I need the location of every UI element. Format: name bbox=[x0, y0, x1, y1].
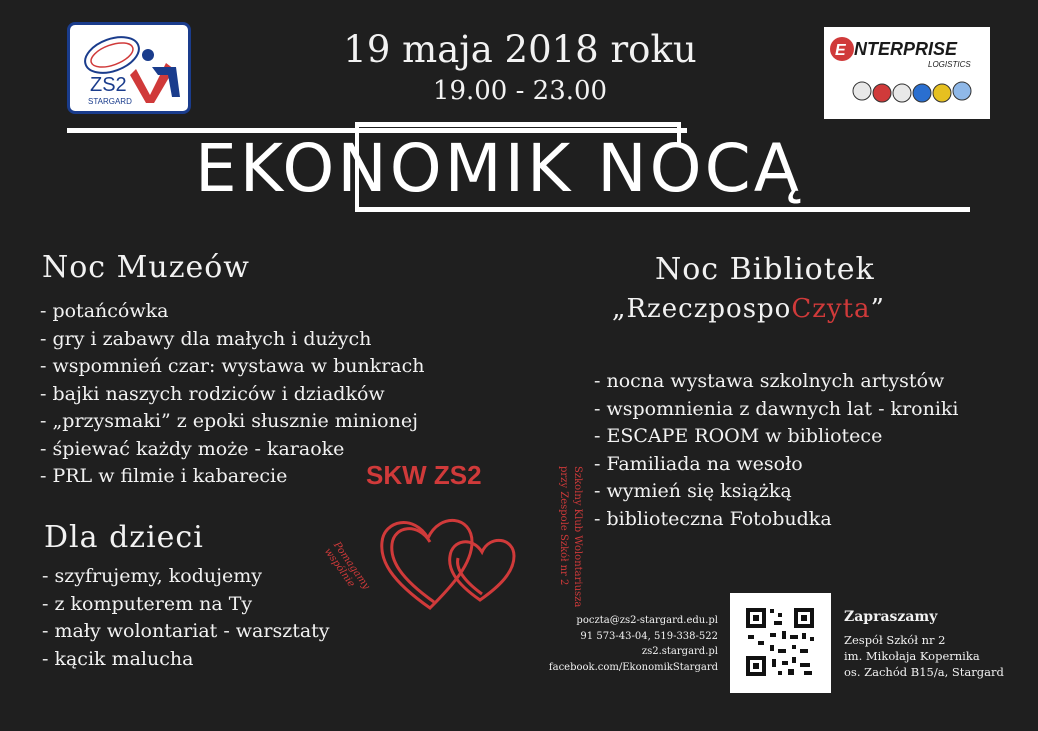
list-item: - Familiada na wesoło bbox=[594, 452, 803, 475]
zs2-logo-graphic bbox=[70, 25, 188, 111]
subheading-highlight: Czyta bbox=[791, 294, 871, 324]
list-item: - wspomnienia z dawnych lat - kroniki bbox=[594, 397, 959, 420]
noc-bibliotek-list bbox=[594, 368, 959, 533]
svg-text:E: E bbox=[835, 42, 846, 59]
qr-code[interactable] bbox=[730, 593, 831, 693]
invite-line2: im. Mikołaja Kopernika bbox=[844, 649, 980, 663]
list-item: - potańcówka bbox=[40, 300, 169, 322]
skw-side-text bbox=[556, 466, 584, 616]
noc-bibliotek-heading: Noc Bibliotek bbox=[655, 252, 875, 287]
contact-facebook[interactable]: facebook.com/EkonomikStargard bbox=[548, 661, 718, 673]
svg-text:ZS2: ZS2 bbox=[90, 74, 127, 96]
contact-web[interactable]: zs2.stargard.pl bbox=[641, 646, 718, 657]
qr-code-graphic bbox=[730, 593, 831, 693]
list-item: - śpiewać każdy może - karaoke bbox=[40, 437, 345, 460]
contact-phone: 91 573-43-04, 519-338-522 bbox=[580, 630, 718, 642]
skw-title: SKW ZS2 bbox=[366, 460, 482, 490]
skw-side-line2: przy Zespole Szkół nr 2 bbox=[558, 466, 569, 586]
svg-text:STARGARD: STARGARD bbox=[88, 97, 132, 106]
svg-text:LOGISTICS: LOGISTICS bbox=[928, 60, 971, 69]
enterprise-logo-graphic bbox=[824, 27, 990, 119]
subheading-part1: „Rzeczpospo bbox=[612, 294, 792, 324]
dla-dzieci-heading: Dla dzieci bbox=[44, 520, 204, 555]
subheading-part3: ” bbox=[870, 294, 885, 324]
list-item: - kącik malucha bbox=[42, 647, 194, 670]
zs2-logo bbox=[67, 22, 191, 114]
contact-email[interactable]: poczta@zs2-stargard.edu.pl bbox=[576, 615, 718, 626]
noc-muzeow-heading: Noc Muzeów bbox=[42, 250, 250, 285]
enterprise-logo bbox=[824, 27, 990, 119]
dla-dzieci-list bbox=[42, 563, 330, 673]
invite-heading: Zapraszamy bbox=[844, 609, 938, 625]
list-item: - nocna wystawa szkolnych artystów bbox=[594, 370, 945, 392]
list-item: - „przysmaki” z epoki słusznie minionej bbox=[40, 410, 418, 432]
list-item: - szyfrujemy, kodujemy bbox=[42, 565, 262, 587]
invite-line3: os. Zachód B15/a, Stargard bbox=[844, 665, 1004, 679]
title-frame-top-right bbox=[355, 122, 680, 127]
event-date: 19 maja 2018 roku bbox=[343, 28, 697, 71]
event-time: 19.00 - 23.00 bbox=[432, 76, 608, 106]
list-item: - wspomnień czar: wystawa w bunkrach bbox=[40, 355, 425, 377]
list-item: - wymień się książką bbox=[594, 480, 792, 502]
list-item: - z komputerem na Ty bbox=[42, 592, 253, 615]
list-item: - mały wolontariat - warsztaty bbox=[42, 620, 330, 642]
title-frame-bottom bbox=[355, 207, 970, 212]
list-item: - ESCAPE ROOM w bibliotece bbox=[594, 425, 883, 447]
svg-text:NTERPRISE: NTERPRISE bbox=[854, 39, 958, 59]
event-title: EKONOMIK NOCĄ bbox=[195, 130, 802, 207]
list-item: - bajki naszych rodziców i dziadków bbox=[40, 382, 385, 405]
heart-caption: Pomagamy wspólnie bbox=[321, 540, 372, 592]
invite-line1: Zespół Szkół nr 2 bbox=[844, 633, 946, 647]
list-item: - PRL w filmie i kabarecie bbox=[40, 465, 288, 487]
invite-address bbox=[844, 632, 1034, 680]
skw-side-line1: Szkolny Klub Wolontariusza bbox=[572, 466, 583, 608]
list-item: - biblioteczna Fotobudka bbox=[594, 507, 832, 530]
list-item: - gry i zabawy dla małych i dużych bbox=[40, 327, 372, 350]
contact-block bbox=[520, 613, 718, 675]
noc-bibliotek-subheading bbox=[612, 294, 885, 324]
